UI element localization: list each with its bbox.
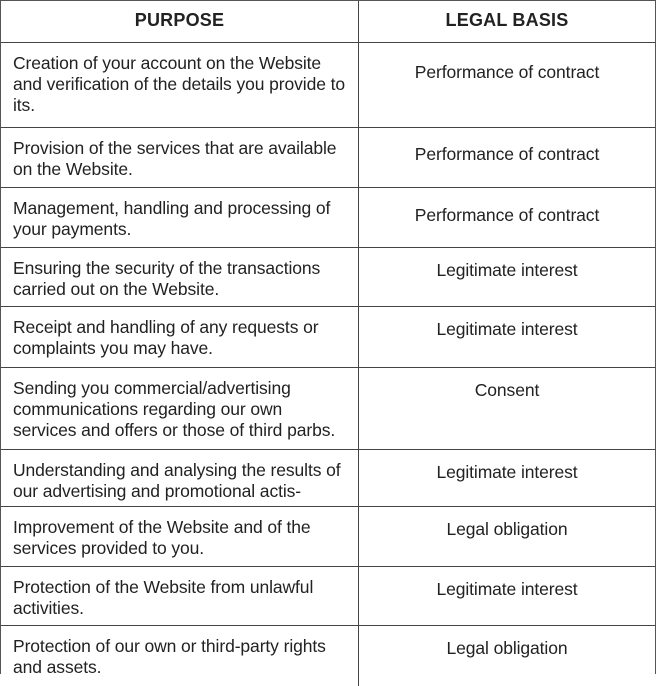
purpose-cell: Protection of the Website from unlawful activities. — [1, 567, 359, 625]
legal-basis-cell: Legitimate interest — [436, 319, 578, 339]
legal-basis-cell: Performance of contract — [414, 62, 600, 82]
legal-basis-cell: Legitimate interest — [436, 462, 578, 482]
purpose-cell: Improvement of the Website and of the services provided to you. — [1, 507, 359, 566]
table-row — [1, 450, 655, 507]
purpose-cell: Receipt and handling of any requests or complaints you may have. — [1, 307, 359, 367]
legal-basis-cell: Legal obligation — [446, 519, 568, 539]
purpose-cell: Ensuring the security of the transactions carried out on the Website. — [1, 248, 359, 306]
purpose-cell: Provision of the services that are available on the Website. — [1, 128, 359, 187]
legal-basis-cell: Consent — [474, 380, 540, 400]
table-row — [1, 248, 655, 307]
purpose-cell: Understanding and analysing the results of our advertising and promotional actis- — [1, 450, 359, 506]
table-row — [1, 307, 655, 368]
table-row — [1, 43, 655, 128]
table-row — [1, 567, 655, 626]
purpose-cell: Creation of your account on the Website and verification of the details you provide to its. — [1, 43, 359, 127]
table-row — [1, 128, 655, 188]
legal-basis-cell: Performance of contract — [414, 144, 600, 164]
purpose-cell: Protection of our own or third-party rights and assets. — [1, 626, 359, 686]
table-row — [1, 507, 655, 567]
legal-basis-column-header: LEGAL BASIS — [445, 10, 569, 30]
table-row — [1, 368, 655, 450]
legal-basis-cell: Legitimate interest — [436, 260, 578, 280]
table-header-row — [1, 1, 655, 43]
table-row — [1, 188, 655, 248]
legal-basis-cell: Performance of contract — [414, 205, 600, 225]
legal-basis-cell: Legitimate interest — [436, 579, 578, 599]
table-row — [1, 626, 655, 686]
purpose-cell: Management, handling and processing of your payments. — [1, 188, 359, 247]
legal-basis-cell: Legal obligation — [446, 638, 568, 658]
purpose-column-header: PURPOSE — [1, 1, 359, 42]
purpose-cell: Sending you commercial/advertising communications regarding our own services and offers or those of third parbs. — [1, 368, 359, 449]
